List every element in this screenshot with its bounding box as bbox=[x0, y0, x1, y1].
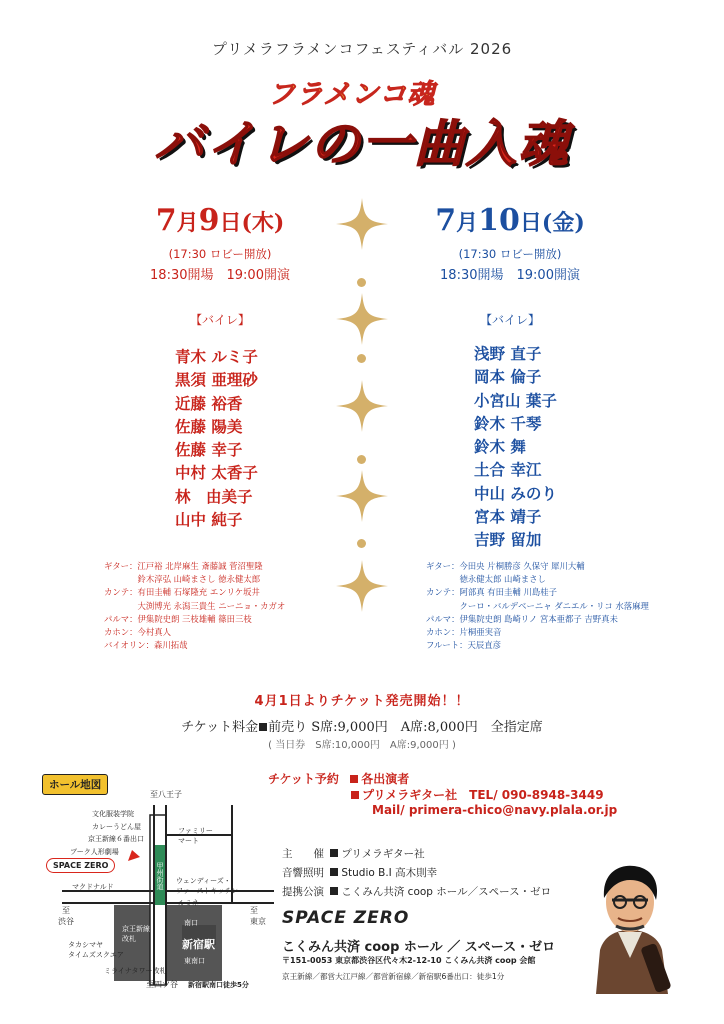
subtitle: フラメンコ魂 bbox=[268, 79, 436, 110]
dot-icon bbox=[357, 354, 366, 363]
map-family: ファミリー マート bbox=[178, 827, 213, 845]
map-koshu: 甲州街道 bbox=[156, 862, 164, 890]
reservation-line1: チケット予約 各出演者 bbox=[268, 772, 410, 786]
map-book: ブーク人形劇場 bbox=[70, 848, 119, 856]
day1-dancers bbox=[175, 345, 258, 531]
dancer: 中村 太香子 bbox=[175, 463, 258, 483]
dancer: 宮本 靖子 bbox=[474, 507, 542, 527]
credit-organizer: 主 催 プリメラギター社 bbox=[282, 848, 425, 860]
map-takashimaya: タカシマヤ タイムズスクエア bbox=[68, 941, 124, 959]
map-shinjuku: 新宿駅 bbox=[182, 938, 215, 951]
map-bunka: 文化服装学院 bbox=[92, 810, 134, 818]
venue-name: こくみん共済 coop ホール ／ スペース・ゼロ bbox=[282, 940, 556, 955]
dancer: 鈴木 千琴 bbox=[474, 413, 542, 433]
venue-access: 京王新線／都営大江戸線／都営新宿線／新宿駅6番出口：徒歩1分 bbox=[282, 972, 505, 981]
map-keio-ticket: 京王新線 改札 bbox=[122, 925, 150, 943]
dancer: 小宮山 葉子 bbox=[474, 390, 557, 410]
day2-lobby: (17:30 ロビー開放) bbox=[458, 247, 562, 261]
music-line: 鈴木淳弘 山崎まさし 徳永健太郎 bbox=[104, 574, 261, 585]
map-keio-exit: 京王新線６番出口 bbox=[88, 835, 144, 843]
day1-date: 7月9日(木) bbox=[155, 203, 285, 238]
music-line: 大渕博光 永潟三貴生 ニーニョ・カガオ bbox=[104, 600, 286, 611]
music-line: カホン：片桐亜実音 bbox=[426, 627, 502, 638]
credit-partner: 提携公演 こくみん共済 coop ホール／スペース・ゼロ bbox=[282, 886, 552, 898]
music-line: パルマ：伊集院史朗 三枝雄輔 篠田三枝 bbox=[104, 613, 252, 624]
day2-bracket: 【バイレ】 bbox=[479, 313, 540, 327]
ticket-door-price: ( 当日券 S席:10,000円 A席:9,000円 ) bbox=[268, 740, 456, 751]
day1-bracket: 【バイレ】 bbox=[189, 313, 250, 327]
map-lumine: ルミネ bbox=[178, 899, 199, 907]
music-line: カンテ：阿部真 有田圭輔 川島桂子 bbox=[426, 587, 557, 598]
music-line: クーロ・バルデベーニャ ダニエル・リコ 水落麻理 bbox=[426, 600, 649, 611]
day2-dancers bbox=[474, 342, 557, 552]
music-line: 徳永健太郎 山崎まさし bbox=[426, 574, 546, 585]
dancer: 岡本 倫子 bbox=[474, 367, 542, 387]
hall-map bbox=[42, 795, 274, 995]
star-icon bbox=[336, 560, 388, 612]
music-line: ギター：江戸裕 北岸麻生 斎藤誠 菅沼聖隆 bbox=[104, 561, 263, 571]
star-icon bbox=[336, 293, 388, 345]
main-title: バイレの一曲入魂 bbox=[154, 115, 570, 173]
map-tokyo: 至 東京 bbox=[250, 906, 266, 926]
day2-music bbox=[426, 560, 649, 652]
day2-times: 18:30開場 19:00開演 bbox=[440, 268, 580, 283]
star-icon bbox=[336, 470, 388, 522]
venue-logo: SPACE ZERO bbox=[282, 908, 410, 928]
reservation-line2: プリメラギター社 TEL/ 090-8948-3449 bbox=[348, 786, 604, 803]
map-mcd: マクドナルド bbox=[72, 883, 114, 891]
day1-music bbox=[104, 560, 285, 652]
map-south: 南口 bbox=[184, 919, 198, 927]
map-label: ホール地図 bbox=[42, 774, 108, 795]
dancer: 林 由美子 bbox=[175, 486, 253, 506]
music-line: カホン：今村真人 bbox=[104, 627, 171, 638]
dancer: 中山 みのり bbox=[474, 483, 557, 503]
music-line: カンテ：有田圭輔 石塚隆充 エンリケ坂井 bbox=[104, 587, 260, 598]
day1-lobby: (17:30 ロビー開放) bbox=[168, 247, 272, 261]
dancer: 浅野 直子 bbox=[474, 344, 542, 363]
dancer: 吉野 留加 bbox=[474, 530, 542, 550]
venue-address: 〒151-0053 東京都渋谷区代々木2-12-10 こくみん共済 coop 会館 bbox=[282, 956, 536, 965]
festival-name: プリメラフラメンコフェスティバル 2026 bbox=[211, 40, 513, 58]
map-walk: 新宿駅南口徒歩5分 bbox=[188, 981, 249, 989]
guitarist-illustration bbox=[578, 858, 682, 994]
ticket-start: 4月1日よりチケット発売開始！！ bbox=[254, 694, 470, 709]
dancer: 佐藤 陽美 bbox=[175, 416, 243, 436]
music-line: ギター：今田央 片桐勝彦 久保守 犀川大輔 bbox=[426, 561, 585, 571]
dancer: 黒須 亜理砂 bbox=[175, 370, 258, 390]
dancer: 鈴木 舞 bbox=[474, 437, 526, 457]
music-line: バイオリン：森川拓哉 bbox=[104, 640, 188, 651]
music-line: パルマ：伊集院史朗 島崎リノ 宮本亜都子 吉野真未 bbox=[426, 613, 618, 624]
dot-icon bbox=[357, 539, 366, 548]
dot-icon bbox=[357, 455, 366, 464]
map-hachioji: 至八王子 bbox=[150, 790, 182, 799]
music-line: フルート：天辰直彦 bbox=[426, 640, 502, 651]
map-curry: カレーうどん屋 bbox=[92, 823, 141, 831]
star-icon bbox=[336, 380, 388, 432]
reservation-line3: Mail/ primera-chico@navy.plala.or.jp bbox=[372, 803, 618, 817]
dancer: 佐藤 幸子 bbox=[175, 440, 243, 460]
map-yotsuya: 至四ツ谷 bbox=[146, 980, 178, 989]
day1-times: 18:30開場 19:00開演 bbox=[150, 268, 290, 283]
dancer: 土合 幸江 bbox=[474, 460, 542, 480]
map-shibuya: 至 渋谷 bbox=[58, 906, 74, 926]
map-wedding: ウェンディーズ・ ファーストキッチン bbox=[176, 877, 239, 895]
ticket-price: チケット料金 前売り S席:9,000円 A席:8,000円 全指定席 bbox=[181, 720, 543, 735]
dot-icon bbox=[357, 278, 366, 287]
map-spacezero: SPACE ZERO bbox=[46, 858, 115, 873]
star-icon bbox=[336, 198, 388, 250]
day2-date: 7月10日(金) bbox=[435, 203, 585, 238]
dancer: 近藤 裕香 bbox=[175, 393, 243, 413]
map-east-south: 東南口 bbox=[184, 957, 205, 965]
dancer: 山中 純子 bbox=[175, 510, 243, 530]
dancer: 青木 ルミ子 bbox=[175, 347, 258, 366]
credit-sound: 音響照明 Studio B.I 高木則幸 bbox=[282, 867, 438, 879]
map-miraina: ミライナタワー改札 bbox=[104, 967, 167, 975]
